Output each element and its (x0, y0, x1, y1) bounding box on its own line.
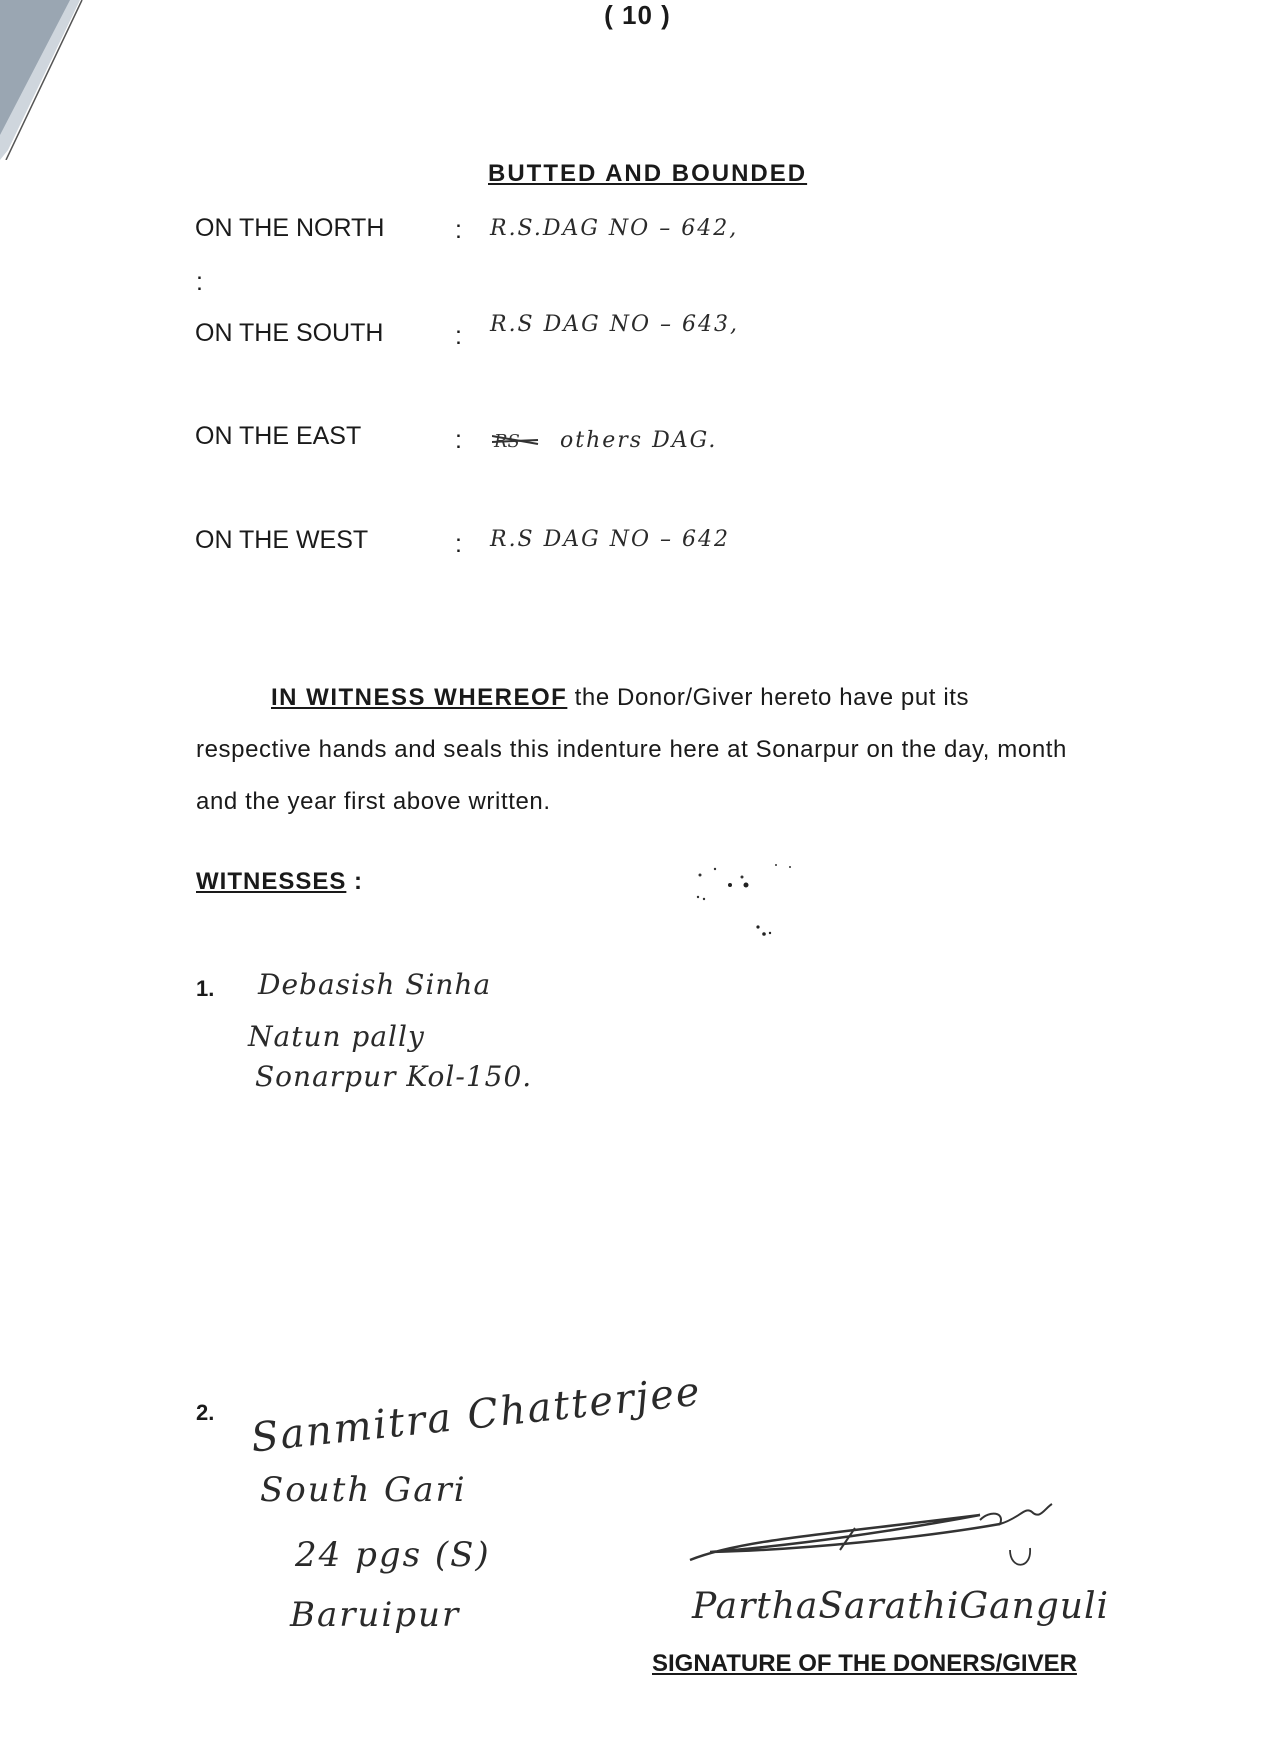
witness-2-line-1: Sanmitra Chatterjee (248, 1368, 704, 1462)
struck-out-text (492, 430, 542, 452)
witness-clause-line-1-rest: the Donor/Giver hereto have put its (567, 684, 970, 711)
witness-clause-line-2: respective hands and seals this indenture here at Sonarpur on the day, month (196, 736, 1068, 763)
bound-label-south: ON THE SOUTH (195, 319, 384, 347)
bound-value-west: R.S DAG NO – 642 (490, 527, 730, 552)
witness-clause-line-3: and the year first above written. (196, 788, 551, 815)
witness-2-line-4: Baruipur (290, 1595, 461, 1635)
bound-value-east: others DAG. (560, 428, 718, 453)
bound-label-east: ON THE EAST (195, 422, 362, 450)
bound-value-north: R.S.DAG NO – 642, (490, 216, 739, 241)
witness-1-line-3: Sonarpur Kol-150. (255, 1060, 533, 1093)
witnesses-heading (196, 868, 363, 896)
witness-1-line-1: Debasish Sinha (258, 968, 492, 1001)
page-number: ( 10 ) (604, 0, 671, 30)
witness-1-line-2: Natun pally (248, 1020, 425, 1053)
witness-2-line-2: South Gari (260, 1470, 467, 1510)
witnesses-heading-text: WITNESSES (196, 868, 347, 895)
witness-clause-lead: IN WITNESS WHEREOF (271, 684, 568, 711)
stamp-speckles (680, 855, 850, 955)
witness-clause (196, 672, 1141, 828)
witness-2-line-3: 24 pgs (S) (295, 1535, 491, 1575)
stray-colon: : (196, 268, 203, 296)
bound-colon-south: : (455, 322, 462, 350)
bound-label-west: ON THE WEST (195, 526, 369, 554)
witnesses-heading-colon: : (346, 868, 364, 895)
section-heading: BUTTED AND BOUNDED (488, 160, 808, 187)
witness-clause-line-1 (196, 672, 1141, 724)
bound-value-south: R.S DAG NO – 643, (490, 312, 739, 337)
bound-colon-east: : (455, 426, 462, 454)
bound-colon-west: : (455, 530, 462, 558)
witness-2-number: 2. (196, 1400, 215, 1425)
witness-1-number: 1. (196, 976, 215, 1001)
bound-label-north: ON THE NORTH (195, 214, 385, 242)
donor-signature-scrawl (680, 1490, 1100, 1580)
bound-colon-north: : (455, 216, 462, 244)
donor-signature-name: ParthaSarathiGanguli (692, 1586, 1110, 1627)
signature-caption: SIGNATURE OF THE DONERS/GIVER (652, 1650, 1077, 1677)
